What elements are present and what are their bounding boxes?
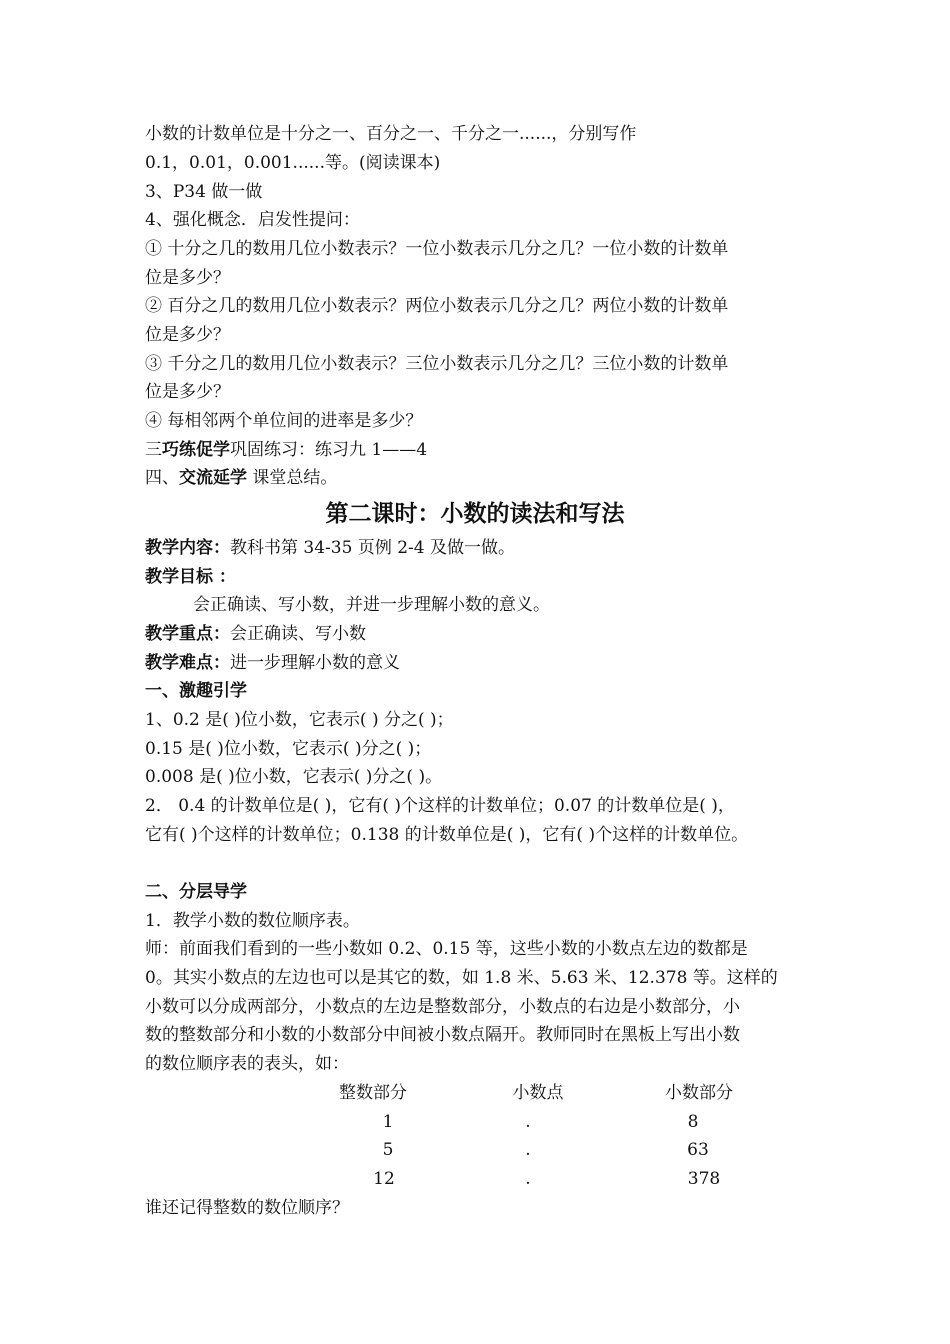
text-line: ② 百分之几的数用几位小数表示？两位小数表示几分之几？两位小数的计数单 xyxy=(145,296,729,316)
question-line: 2． 0.4 的计数单位是( )，它有( )个这样的计数单位；0.07 的计数单位是( )， xyxy=(145,796,735,816)
table-cell: 12 xyxy=(373,1169,395,1189)
section-keyword: 巧练促学 xyxy=(162,440,230,460)
text-line: ④ 每相邻两个单位间的进率是多少？ xyxy=(145,411,423,431)
label: 教学重点： xyxy=(145,624,230,644)
label: 教学内容： xyxy=(145,538,230,558)
section-prefix: 四、 xyxy=(145,468,179,488)
text-line: 位是多少？ xyxy=(145,382,230,402)
text-line xyxy=(145,467,337,489)
text-line: ① 十分之几的数用几位小数表示？一位小数表示几分之几？一位小数的计数单 xyxy=(145,239,729,259)
teaching-key-point xyxy=(145,623,366,645)
section-heading: 一、激趣引学 xyxy=(145,681,247,701)
teaching-goal-label: 教学目标 ： xyxy=(145,567,236,587)
value: 进一步理解小数的意义 xyxy=(230,653,400,673)
lesson-title: 第二课时：小数的读法和写法 xyxy=(325,501,625,527)
section-keyword: 交流延学 xyxy=(179,468,247,488)
text-line: 位是多少？ xyxy=(145,268,230,288)
table-header: 小数部分 xyxy=(665,1083,733,1103)
table-cell: 63 xyxy=(687,1140,709,1160)
paragraph-line: 小数可以分成两部分，小数点的左边是整数部分，小数点的右边是小数部分，小 xyxy=(145,997,740,1017)
table-header: 整数部分 xyxy=(339,1083,407,1103)
value: 会正确读、写小数 xyxy=(230,624,366,644)
teaching-content xyxy=(145,537,515,559)
paragraph-line: 师：前面我们看到的一些小数如 0.2、0.15 等，这些小数的小数点左边的数都是 xyxy=(145,939,748,959)
question-line: 0.15 是( )位小数，它表示( )分之( )； xyxy=(145,739,432,759)
paragraph-line: 的数位顺序表的表头，如： xyxy=(145,1054,349,1074)
question-line: 它有( )个这样的计数单位；0.138 的计数单位是( )，它有( )个这样的计数单位。 xyxy=(145,825,749,845)
section-text: 巩固练习：练习九 1——4 xyxy=(230,440,428,460)
table-cell: 5 xyxy=(382,1140,394,1160)
table-cell: 1 xyxy=(382,1112,394,1132)
label: 教学难点： xyxy=(145,653,230,673)
section-heading: 二、分层导学 xyxy=(145,882,247,902)
table-cell: . xyxy=(525,1112,531,1132)
question-line: 1、0.2 是( )位小数，它表示( ) 分之( )； xyxy=(145,710,454,730)
text-line: 3、P34 做一做 xyxy=(145,182,263,202)
section-text: 课堂总结。 xyxy=(247,468,338,488)
text-line: ③ 千分之几的数用几位小数表示？三位小数表示几分之几？三位小数的计数单 xyxy=(145,354,729,374)
text-line: 4、强化概念．启发性提问： xyxy=(145,210,360,230)
question-line: 0.008 是( )位小数，它表示( )分之( )。 xyxy=(145,767,443,787)
table-cell: . xyxy=(525,1140,531,1160)
table-cell: 8 xyxy=(687,1112,699,1132)
paragraph-line: 数的整数部分和小数的小数部分中间被小数点隔开。教师同时在黑板上写出小数 xyxy=(145,1025,740,1045)
table-header: 小数点 xyxy=(512,1083,564,1103)
text-line: 位是多少？ xyxy=(145,325,230,345)
text-line xyxy=(145,439,427,461)
table-cell: 378 xyxy=(687,1169,721,1189)
paragraph-line: 1．教学小数的数位顺序表。 xyxy=(145,911,360,931)
section-prefix: 三 xyxy=(145,440,162,460)
teaching-difficulty xyxy=(145,652,400,674)
closing-question: 谁还记得整数的数位顺序？ xyxy=(145,1198,349,1218)
paragraph-line: 0。其实小数点的左边也可以是其它的数，如 1.8 米、5.63 米、12.378 等。这样的 xyxy=(145,968,778,988)
teaching-goal-text: 会正确读、写小数，并进一步理解小数的意义。 xyxy=(193,595,550,615)
text-line: 小数的计数单位是十分之一、百分之一、千分之一......，分别写作 xyxy=(145,124,637,144)
text-line: 0.1，0.01，0.001......等。(阅读课本) xyxy=(145,153,441,173)
value: 教科书第 34-35 页例 2-4 及做一做。 xyxy=(230,538,515,558)
table-cell: . xyxy=(525,1169,531,1189)
